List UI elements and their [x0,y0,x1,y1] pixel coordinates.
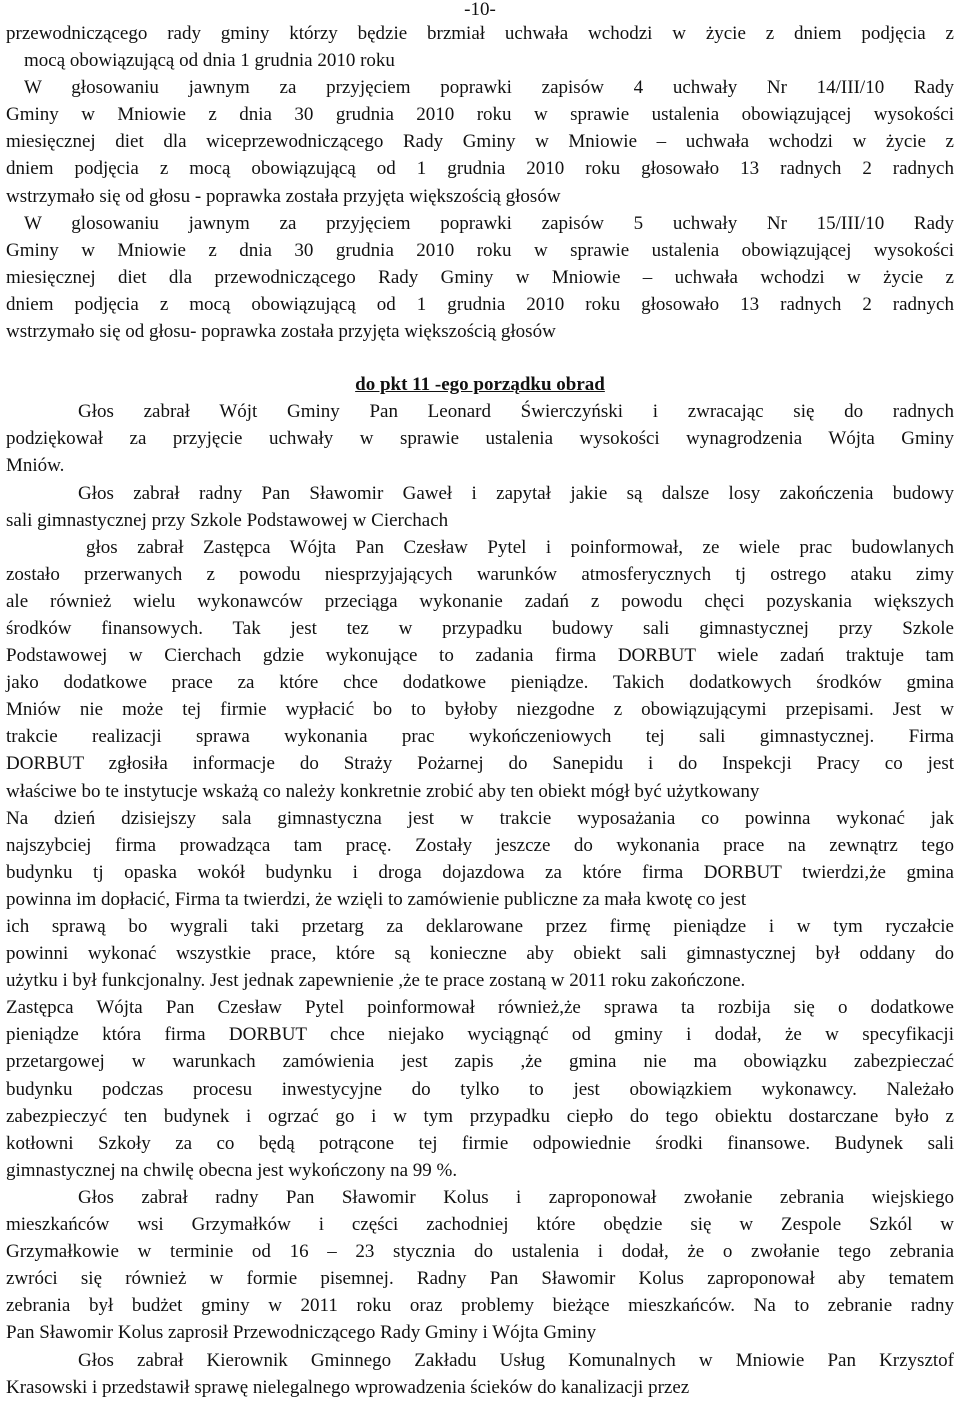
text-line: zebrania był budżet gminy w 2011 roku oraz problemy bieżące mieszkańców. Na to zebranie radny [6,1295,954,1317]
text-line: wstrzymało się od głosu- poprawka została przyjęta większością głosów [6,321,556,343]
page-number: -10- [464,0,496,20]
text-line: budynku tj opaska wokół budynku i droga dojazdowa za które firma DORBUT twierdzi,że gmina [6,861,954,883]
text-line: Krasowski i przedstawił sprawę nielegalnego wprowadzenia ścieków do kanalizacji przez [6,1376,690,1398]
spacer [6,345,954,371]
text-line: ich sprawą bo wygrali taki przetarg za deklarowane przez firmę pieniądze i w tym ryczałcie [6,916,954,937]
text-line: Głos zabrał Wójt Gminy Pan Leonard Świerczyński i zwracając się do radnych [78,401,954,423]
text-line: DORBUT zgłosiła informacje do Straży Pożarnej do Sanepidu i do Inspekcji Pracy co jest [6,753,954,775]
discussion-section [6,398,954,1400]
text-line: użytku i był funkcjonalny. Jest jednak zapewnienie ,że te prace zostaną w 2011 roku zakończone. [6,970,746,992]
text-line: przewodniczącego rady gminy którzy będzie brzmiał uchwała wchodzi w życie z dniem podjęcia z [6,23,954,44]
text-line: dniem podjęcia z mocą obowiązującą od 1 grudnia 2010 roku głosowało 13 radnych 2 radnych [6,158,954,180]
text-line: Głos zabrał Kierownik Gminnego Zakładu Usług Komunalnych w Mniowie Pan Krzysztof [78,1349,954,1371]
text-line: wstrzymało się od głosu - poprawka została przyjęta większością głosów [6,185,561,207]
text-line: kotłowni Szkoły za co będą potrącone tej firmie odpowiednie środki finansowe. Budynek sali [6,1132,954,1154]
text-line: Pan Sławomir Kolus zaprosił Przewodniczącego Rady Gminy i Wójta Gminy [6,1322,597,1344]
text-line: budynku podczas procesu inwestycyjne do tylko to jest obowiązkiem wykonawcy. Należało [6,1078,954,1100]
text-line: właściwe bo te instytucje wskażą co należy konkretnie zrobić aby ten obiekt mógł być użytkowany [6,780,760,802]
text-line: pieniądze która firma DORBUT chce niejako wyciągnąć od gminy i dodał, że w specyfikacji [6,1024,954,1046]
text-line: Mniów nie może tej firmie wypłacić bo to byłoby niezgodne z obowiązującymi przepisami. Jest w [6,699,954,721]
text-line: dniem podjęcia z mocą obowiązującą od 1 grudnia 2010 roku głosowało 13 radnych 2 radnych [6,293,954,315]
text-line: Mniów. [6,455,65,477]
text-line: Grzymałkowie w terminie od 16 – 23 stycznia do ustalenia i dodał, że o zwołanie tego zebrania [6,1241,954,1263]
text-line: Głos zabrał radny Pan Sławomir Kolus i zaproponował zwołanie zebrania wiejskiego [78,1186,954,1208]
text-line: Głos zabrał radny Pan Sławomir Gaweł i zapytał jakie są dalsze losy zakończenia budowy [78,482,954,504]
text-line: głos zabrał Zastępca Wójta Pan Czesław Pytel i poinformował, ze wiele prac budowlanych [86,536,954,558]
section-heading: do pkt 11 -ego porządku obrad [355,374,605,396]
text-line: środków finansowych. Tak jest tez w przypadku budowy sali gimnastycznej przy Szkole [6,617,954,639]
text-line: powinni wykonać wszystkie prace, które są konieczne aby obiekt sali gimnastycznej był oddany do [6,943,954,965]
text-line: powinna im dopłacić, Firma ta twierdzi, że wzięli to zamówienie publiczne za mała kwotę co jest [6,888,747,910]
text-line: przetargowej w warunkach zamówienia jest zapis ,że gmina nie ma obowiązku zabezpieczać [6,1051,954,1073]
text-line: zwróci się również w formie pisemnej. Radny Pan Sławomir Kolus zaproponował aby tematem [6,1268,954,1290]
text-line: jako dodatkowe prace za które chce dodatkowe pieniądze. Takich dodatkowych środków gmina [6,672,954,694]
text-line: najszybciej firma prowadząca tam pracę. Zostały jeszcze do wykonania prace na zewnątrz tego [6,834,954,856]
text-line: Gminy w Mniowie z dnia 30 grudnia 2010 roku w sprawie ustalenia obowiązującej wysokości [6,104,954,126]
text-line: W glosowaniu jawnym za przyjęciem poprawki zapisów 5 uchwały Nr 15/III/10 Rady [24,212,954,234]
voting-section [6,20,954,345]
text-line: mieszkańców wsi Grzymałków i części zachodniej które obędzie się w Zespole Szkól w [6,1214,954,1236]
text-line: zabezpieczyć ten budynek i ogrzać go i w tym przypadku ciepło do tego obiektu dostarczane było z [6,1105,954,1127]
text-line: mocą obowiązującą od dnia 1 grudnia 2010 roku [24,50,395,72]
text-line: Na dzień dzisiejszy sala gimnastyczna jest w trakcie wyposażania co powinna wykonać jak [6,807,954,829]
text-line: zostało przerwanych z powodu niesprzyjających warunków atmosferycznych tj ostrego ataku zimy [6,563,954,585]
text-line: sali gimnastycznej przy Szkole Podstawowej w Cierchach [6,509,449,531]
text-line: ale również wielu wykonawców przeciąga wykonanie zadań z powodu chęci pozyskania większych [6,590,954,612]
text-line: gimnastycznej na chwilę obecna jest wykończony na 99 %. [6,1159,458,1181]
text-line: trakcie realizacji sprawa wykonania prac wykończeniowych tej sali gimnastycznej. Firma [6,726,954,748]
document-page [6,0,954,1401]
text-line: Gminy w Mniowie z dnia 30 grudnia 2010 roku w sprawie ustalenia obowiązującej wysokości [6,239,954,261]
text-line: miesięcznej diet dla przewodniczącego Rady Gminy w Mniowie – uchwała wchodzi w życie z [6,266,954,288]
text-line: Podstawowej w Cierchach gdzie wykonujące to zadania firma DORBUT wiele zadań traktuje tam [6,645,954,667]
text-line: Zastępca Wójta Pan Czesław Pytel poinformował również,że sprawa ta rozbija się o dodatkowe [6,997,954,1019]
text-line: miesięcznej diet dla wiceprzewodniczącego Rady Gminy w Mniowie – uchwała wchodzi w życie z [6,131,954,153]
text-line: podziękował za przyjęcie uchwały w sprawie ustalenia wysokości wynagrodzenia Wójta Gminy [6,428,954,450]
text-line: W głosowaniu jawnym za przyjęciem poprawki zapisów 4 uchwały Nr 14/III/10 Rady [24,77,954,99]
